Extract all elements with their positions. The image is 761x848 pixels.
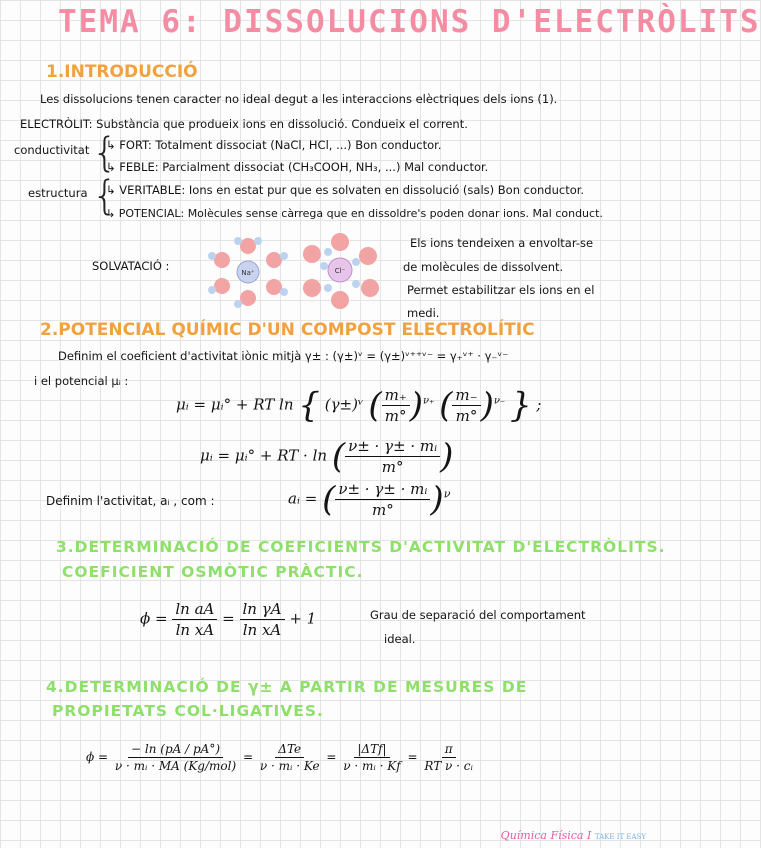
na-ion-label: Na⁺: [241, 269, 255, 277]
eq2-lhs: μᵢ = μᵢ° + RT · ln: [200, 446, 328, 465]
water-o: [303, 245, 321, 263]
water-h: [234, 300, 242, 308]
weak-electrolyte-line: [106, 160, 488, 174]
water-h: [254, 237, 262, 245]
footer: [501, 829, 646, 842]
eq1-den1: m°: [384, 407, 407, 425]
true-text: Ions en estat pur que es solvaten en dissolució (sals) Bon conductor.: [188, 183, 585, 197]
water-h: [320, 262, 328, 270]
eq2-paren: (: [331, 436, 346, 477]
water-h: [208, 286, 216, 294]
equation-colligative: [86, 742, 476, 773]
page-title: TEMA 6: DISSOLUCIONS D'ELECTRÒLITS: [58, 4, 761, 40]
eq3-paren: ): [430, 479, 444, 520]
solvation-line-4: medi.: [407, 306, 440, 320]
solvation-label: SOLVATACIÓ :: [92, 259, 170, 273]
eq1-num2: m₋: [452, 386, 480, 406]
eq1-paren: (: [368, 385, 382, 426]
intro-paragraph: Les dissolucions tenen caracter no ideal degut a les interaccions elèctriques dels ions (1).: [40, 92, 558, 106]
eq5-den2: ν · mᵢ · Ke: [259, 759, 320, 773]
water-h: [324, 284, 332, 292]
electrolyte-label: ELECTRÒLIT:: [20, 117, 93, 131]
eq4-tail: + 1: [289, 609, 317, 628]
water-o: [359, 247, 377, 265]
activity-coefficient-definition: Definim el coeficient d'activitat iònic mitjà γ± : (γ±)ᵛ = (γ±)ᵛ⁺⁺ᵛ⁻ = γ₊ᵛ⁺ · γ₋ᵛ⁻: [58, 349, 509, 363]
equation-osmotic-coefficient: [140, 600, 316, 639]
water-o: [266, 252, 282, 268]
cl-cluster: [303, 233, 379, 309]
eq1-paren: ): [409, 385, 424, 426]
section-1-heading: 1.INTRODUCCIÓ: [46, 62, 198, 82]
eq5-den1: ν · mᵢ · MA (Kg/mol): [114, 759, 237, 773]
solvation-diagram: [200, 232, 400, 314]
eq5-num2: ΔTe: [275, 742, 304, 758]
water-o: [266, 279, 282, 295]
weak-text: Parcialment dissociat (CH₃COOH, NH₃, ...) Mal conductor.: [162, 160, 489, 174]
water-o: [214, 252, 230, 268]
eq4-equals: =: [222, 609, 235, 628]
solvation-line-3: Permet estabilitzar els ions en el: [407, 283, 595, 297]
eq5-phi: ϕ =: [86, 750, 109, 764]
water-h: [352, 280, 360, 288]
section-4-heading-line-1: 4.DETERMINACIÓ DE γ± A PARTIR DE MESURES DE: [46, 678, 528, 696]
water-o: [240, 290, 256, 306]
brace-structure: {: [92, 173, 118, 219]
section-2-heading: 2.POTENCIAL QUÍMIC D'UN COMPOST ELECTROLÍTIC: [40, 320, 535, 340]
water-h: [280, 252, 288, 260]
eq3-paren: (: [322, 479, 336, 520]
eq1-gamma: (γ±)ᵛ: [324, 395, 364, 414]
eq1-exp2: ν₋: [493, 395, 506, 407]
true-label: ↳ VERITABLE:: [106, 183, 186, 197]
potential-text: Molècules sense càrrega que en dissoldre's poden donar ions. Mal conduct.: [187, 207, 603, 220]
water-o: [240, 238, 256, 254]
cl-ion-label: Cl⁻: [334, 267, 346, 275]
potential-label: ↳ POTENCIAL:: [106, 207, 185, 220]
water-h: [352, 258, 360, 266]
brace-conductivity: {: [92, 130, 118, 176]
equation-activity: [288, 480, 450, 519]
weak-label: ↳ FEBLE:: [106, 160, 159, 174]
eq5-num1: − ln (pA / pA°): [128, 742, 223, 758]
na-cluster: [208, 237, 288, 308]
eq1-paren: ): [480, 385, 494, 426]
eq1-open-brace: {: [298, 385, 320, 426]
water-o: [331, 291, 349, 309]
eq3-lhs: aᵢ =: [288, 489, 318, 508]
eq1-end: ;: [536, 395, 542, 414]
solvation-line-1: Els ions tendeixen a envoltar-se: [410, 236, 594, 250]
water-o: [331, 233, 349, 251]
eq2-den: m°: [381, 458, 404, 476]
true-electrolyte-line: [106, 183, 584, 197]
chemical-potential-intro: i el potencial μᵢ :: [34, 374, 129, 388]
eq5-num4: π: [442, 742, 456, 758]
eq2-paren: ): [440, 436, 454, 477]
equation-chemical-potential-log: [200, 437, 453, 476]
electrolyte-definition: [20, 117, 468, 131]
eq3-num: ν± · γ± · mᵢ: [335, 480, 430, 500]
water-o: [303, 279, 321, 297]
potential-electrolyte-line: [106, 207, 603, 220]
strong-electrolyte-line: [106, 138, 442, 152]
equation-chemical-potential: [176, 386, 541, 425]
footer-course: Química Física I: [500, 829, 592, 842]
eq1-close-brace: }: [509, 385, 532, 426]
water-h: [280, 288, 288, 296]
solvation-line-2: de molècules de dissolvent.: [403, 260, 564, 274]
eq5-equals-1: =: [242, 750, 254, 764]
eq5-equals-3: =: [407, 750, 418, 764]
eq4-phi: ϕ =: [140, 609, 168, 628]
section-3-heading-line-1: 3.DETERMINACIÓ DE COEFICIENTS D'ACTIVITAT D'ELECTRÒLITS.: [56, 538, 666, 556]
water-o: [214, 278, 230, 294]
conductivity-label: conductivitat: [14, 143, 90, 157]
eq1-lhs: μᵢ = μᵢ° + RT ln: [176, 395, 294, 414]
eq2-num: ν± · γ± · mᵢ: [345, 437, 440, 457]
eq3-exp: ν: [443, 487, 451, 501]
water-h: [208, 252, 216, 260]
eq1-exp1: ν₊: [423, 395, 435, 407]
eq5-den3: ν · mᵢ · Kf: [343, 759, 401, 773]
section-4-heading-line-2: PROPIETATS COL·LIGATIVES.: [52, 702, 324, 720]
eq5-den4: RT ν · cᵢ: [424, 759, 473, 773]
strong-text: Totalment dissociat (NaCl, HCl, ...) Bon conductor.: [155, 138, 442, 152]
eq1-paren: (: [439, 385, 453, 426]
eq4-den2: ln xA: [242, 621, 282, 639]
eq4-num2: ln γA: [240, 600, 285, 620]
electrolyte-text: Substància que produeix ions en dissolució. Condueix el corrent.: [96, 117, 468, 131]
osmotic-note-line-1: Grau de separació del comportament: [370, 608, 586, 622]
footer-brand: TAKE IT EASY: [594, 833, 646, 841]
eq3-den: m°: [372, 501, 394, 519]
eq4-num1: ln aA: [172, 600, 217, 620]
eq4-den1: ln xA: [175, 621, 215, 639]
eq5-num3: |ΔTf|: [354, 742, 389, 758]
water-o: [361, 279, 379, 297]
eq5-equals-2: =: [326, 750, 337, 764]
eq1-den2: m°: [455, 407, 478, 425]
water-h: [324, 248, 332, 256]
section-3-heading-line-2: COEFICIENT OSMÒTIC PRÀCTIC.: [62, 563, 364, 581]
activity-definition-intro: Definim l'activitat, aᵢ , com :: [46, 494, 215, 508]
eq1-num1: m₊: [382, 386, 410, 406]
strong-label: ↳ FORT:: [106, 138, 152, 152]
water-h: [234, 237, 242, 245]
osmotic-note-line-2: ideal.: [384, 632, 416, 646]
structure-label: estructura: [28, 186, 88, 200]
